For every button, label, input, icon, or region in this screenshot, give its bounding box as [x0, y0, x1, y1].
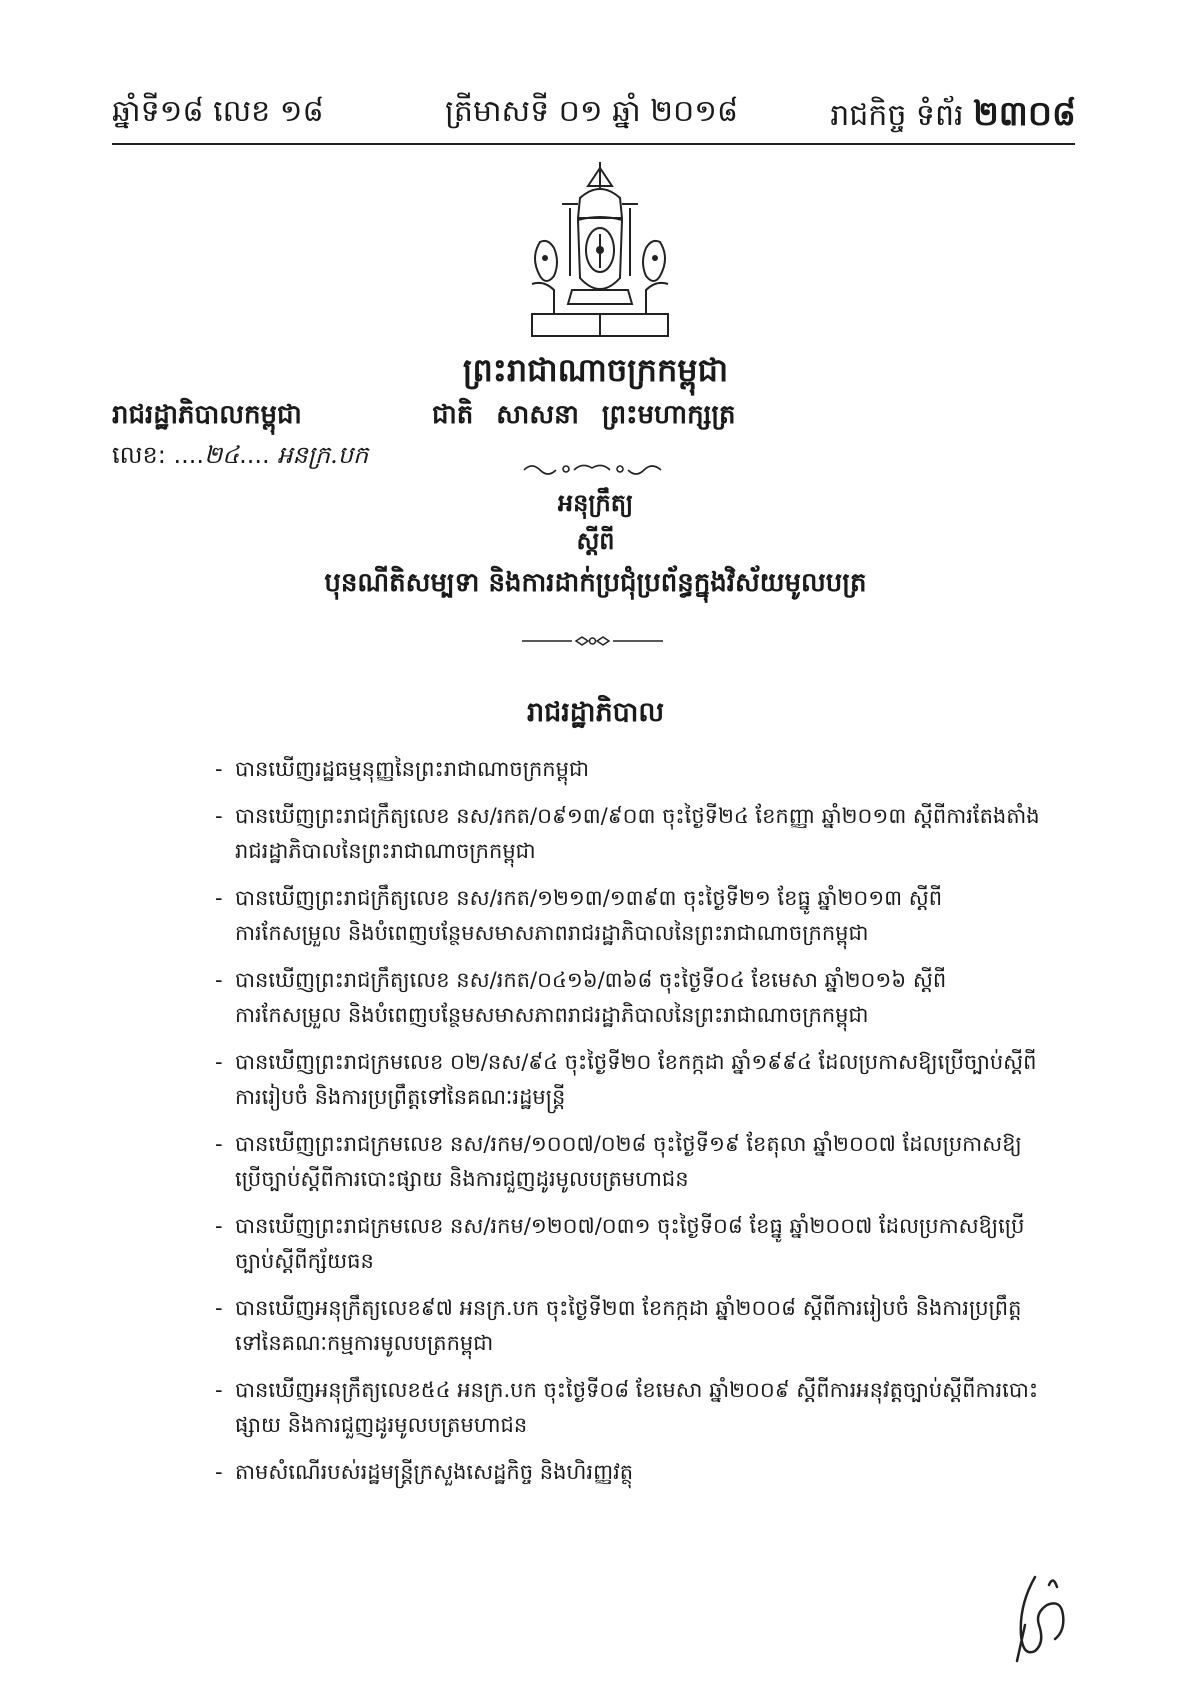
list-item: - បានឃើញព្រះរាជក្រមលេខ នស/រកម/១២០៧/០៣១ ចុះថ្ងៃទី០៨ ខែធ្នូ ឆ្នាំ២០០៧ ដែលប្រកាសឱ្យប្រើច្បាប់ស្តីពីក្ស័យធន — [215, 1209, 1045, 1279]
gazette-year-issue: ឆ្នាំទី១៨ លេខ ១៨ — [112, 94, 324, 129]
list-item: - បានឃើញព្រះរាជក្រមលេខ ០២/នស/៩៤ ចុះថ្ងៃទី២០ ខែកក្កដា ឆ្នាំ១៩៩៤ ដែលប្រកាសឱ្យប្រើច្បាប់ស្តីពីការរៀបចំ និងការប្រព្រឹត្តទៅនៃគណៈរដ្ឋមន្ត្រី — [215, 1045, 1045, 1115]
list-item: - បានឃើញអនុក្រឹត្យលេខ៩៧ អនក្រ.បក ចុះថ្ងៃទី២៣ ខែកក្កដា ឆ្នាំ២០០៨ ស្តីពីការរៀបចំ និងការប្រព្រឹត្តទៅនៃគណៈកម្មការមូលបត្រកម្ពុជា — [215, 1291, 1045, 1361]
gazette-quarter: ត្រីមាសទី ០១ ឆ្នាំ ២០១៨ — [445, 94, 739, 129]
gazette-page-label: រាជកិច្ច ទំព័រ — [830, 98, 964, 133]
decree-subject: បុនណីតិសម្បទា និងការដាក់ប្រជុំប្រព័ន្ធក្នុងវិស័យមូលបត្រ — [324, 568, 867, 598]
decree-type: អនុក្រឹត្យ — [557, 489, 634, 517]
list-item: - តាមសំណើរបស់រដ្ឋមន្ត្រីក្រសួងសេដ្ឋកិច្ច និងហិរញ្ញវត្ថុ — [215, 1455, 1045, 1490]
ornament-divider — [520, 458, 665, 478]
decree-about: ស្តីពី — [576, 527, 615, 555]
ornament-divider — [520, 634, 665, 648]
document-number-value: ២៤ — [203, 441, 240, 469]
royal-arms-icon — [510, 158, 690, 348]
list-item: - បានឃើញព្រះរាជក្រមលេខ នស/រកម/១០០៧/០២៨ ចុះថ្ងៃទី១៩ ខែតុលា ឆ្នាំ២០០៧ ដែលប្រកាសឱ្យប្រើច្បាប់ស្តីពីការបោះផ្សាយ និងការជួញដូរមូលបត្រមហាជន — [215, 1127, 1045, 1197]
issuer-name: រាជរដ្ឋាភិបាលកម្ពុជា — [112, 400, 302, 430]
considerations-list — [215, 752, 1045, 1502]
gazette-page — [830, 92, 1076, 142]
list-item: - បានឃើញអនុក្រឹត្យលេខ៥៤ អនក្រ.បក ចុះថ្ងៃទី០៨ ខែមេសា ឆ្នាំ២០០៩ ស្តីពីការអនុវត្តច្បាប់ស្តីពីការបោះផ្សាយ និងការជួញដូរមូលបត្រមហាជន — [215, 1373, 1045, 1443]
kingdom-title: ព្រះរាជាណាចក្រកម្ពុជា — [462, 351, 729, 389]
list-item: - បានឃើញព្រះរាជក្រឹត្យលេខ នស/រកត/០៩១៣/៩០៣ ចុះថ្ងៃទី២៤ ខែកញ្ញា ឆ្នាំ២០១៣ ស្តីពីការតែងតាំងរាជរដ្ឋាភិបាលនៃព្រះរាជាណាចក្រកម្ពុជា — [215, 799, 1045, 869]
government-heading: រាជរដ្ឋាភិបាល — [526, 697, 665, 728]
signature-mark — [1005, 1565, 1075, 1665]
gazette-page-number: ២៣០៨ — [973, 94, 1076, 134]
list-item: - បានឃើញរដ្ឋធម្មនុញ្ញនៃព្រះរាជាណាចក្រកម្ពុជា — [215, 752, 1045, 787]
list-item: - បានឃើញព្រះរាជក្រឹត្យលេខ នស/រកត/១២១៣/១៣៩៣ ចុះថ្ងៃទី២១ ខែធ្នូ ឆ្នាំ២០១៣ ស្តីពីការកែសម្រួល និងបំពេញបន្ថែមសមាសភាពរាជរដ្ឋាភិបាលនៃព្រះរាជាណាចក្រកម្ពុជា — [215, 881, 1045, 951]
list-item: - បានឃើញព្រះរាជក្រឹត្យលេខ នស/រកត/០៤១៦/៣៦៨ ចុះថ្ងៃទី០៤ ខែមេសា ឆ្នាំ២០១៦ ស្តីពីការកែសម្រួល និងបំពេញបន្ថែមសមាសភាពរាជរដ្ឋាភិបាលនៃព្រះរាជាណាចក្រកម្ពុជា — [215, 963, 1045, 1033]
header-rule — [112, 143, 1075, 145]
document-number: លេខ: ....២៤.... អនក្រ.បក — [112, 441, 369, 469]
national-motto: ជាតិ សាសនា ព្រះមហាក្សត្រ — [432, 400, 736, 430]
document-number-label: លេខ: — [112, 441, 166, 469]
document-number-suffix: អនក្រ.បក — [277, 441, 369, 469]
